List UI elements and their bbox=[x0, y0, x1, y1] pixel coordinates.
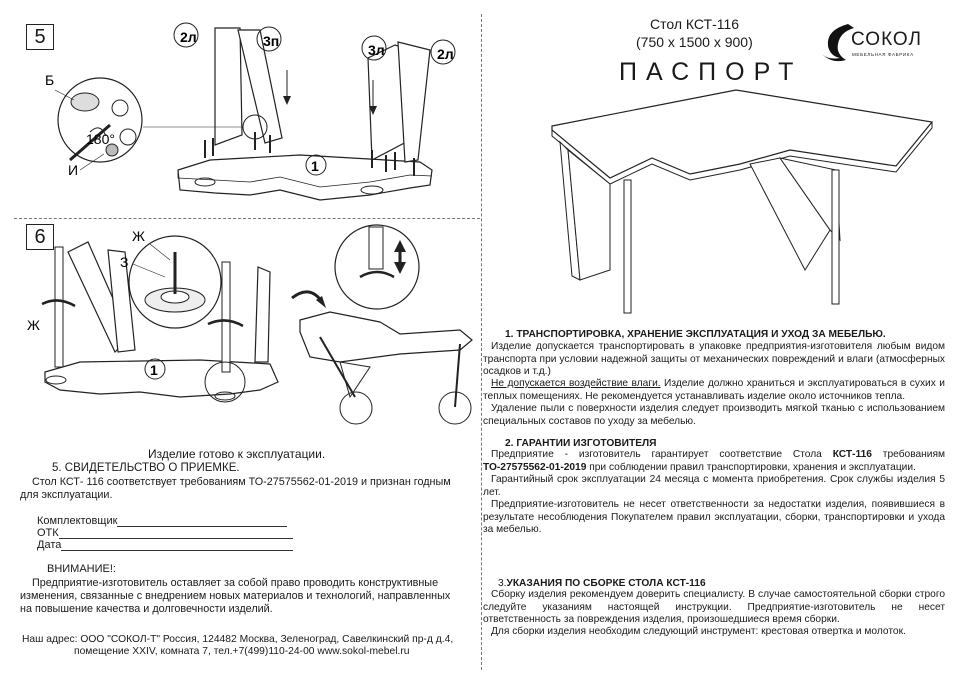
step-5-number: 5 bbox=[26, 24, 54, 50]
label-part-3l: 3л bbox=[368, 42, 385, 58]
address-line-1: Наш адрес: ООО "СОКОЛ-Т" Россия, 124482 Москва, Зеленоград, Савелкинский пр-д д.4, bbox=[22, 634, 454, 645]
logo-name: СОКОЛ bbox=[851, 29, 922, 50]
cert-line-1: Стол КСТ- 116 соответствует требованиям ТО-27575562-01-2019 и признан годным bbox=[32, 476, 451, 488]
product-name: Стол КСТ-116 bbox=[650, 16, 740, 32]
ready-text: Изделие готово к эксплуатации. bbox=[148, 447, 326, 461]
section-2-para-3: Предприятие-изготовитель не несет ответственности за недостатки изделия, появившиеся в результате несоблюдения Покупателем правил эксплуатации, сборки, транспортировки и ухода за мебелью. bbox=[483, 499, 945, 535]
label-part-1: 1 bbox=[311, 158, 319, 174]
desk-illustration bbox=[540, 80, 940, 320]
section-2-title: 2. ГАРАНТИИ ИЗГОТОВИТЕЛЯ bbox=[505, 438, 657, 449]
field-date: Дата bbox=[37, 539, 293, 551]
label-part-2l: 2л bbox=[180, 29, 197, 45]
logo-subtitle: МЕБЕЛЬНАЯ ФАБРИКА bbox=[852, 52, 914, 57]
address-line-2: помещение XXIV, комната 7, тел.+7(499)110-24-00 www.sokol-mebel.ru bbox=[74, 646, 410, 657]
label-b: Б bbox=[45, 72, 55, 88]
vertical-fold-line bbox=[481, 14, 482, 670]
label-angle: 180° bbox=[86, 131, 115, 147]
label-zh-top: Ж bbox=[132, 228, 145, 244]
field-otk: ОТК bbox=[37, 527, 293, 539]
section-1-title: 1. ТРАНСПОРТИРОВКА, ХРАНЕНИЕ ЭКСПЛУАТАЦИЯ И УХОД ЗА МЕБЕЛЬЮ. bbox=[505, 329, 886, 340]
cert-title: 5. СВИДЕТЕЛЬСТВО О ПРИЕМКЕ. bbox=[52, 462, 240, 474]
product-dimensions: (750 x 1500 x 900) bbox=[636, 34, 753, 50]
field-kit: Комплектовщик bbox=[37, 515, 287, 527]
step-6-illustration bbox=[0, 222, 480, 442]
section-2-para-1: Предприятие - изготовитель гарантирует соответствие Стола КСТ-116 требованиям ТО-27575562-01-2019 при соблюдении правил транспортировки, хранения и эксплуатации. bbox=[483, 449, 945, 473]
label-part-2l-right: 2л bbox=[437, 46, 454, 62]
label-z: З bbox=[120, 254, 129, 270]
passport-title: ПАСПОРТ bbox=[619, 58, 803, 86]
section-1-para-1: Изделие допускается транспортировать в упаковке предприятия-изготовителя любым видом транспорта при условии надежной защиты от механических повреждений и влаги (атмосферных осадков и т.д.) bbox=[483, 341, 945, 377]
section-3-para-2: Для сборки изделия необходим следующий инструмент: крестовая отвертка и молоток. bbox=[491, 626, 906, 637]
section-2-para-2: Гарантийный срок эксплуатации 24 месяца с момента приобретения. Срок службы изделия 5 лет. bbox=[483, 474, 945, 498]
cert-line-2: для эксплуатации. bbox=[20, 489, 113, 501]
section-3-para-1: Сборку изделия рекомендуем доверить специалисту. В случае самостоятельной сборки строго следуйте указаниям настоящей инструкции. Предприятие-изготовитель не несет ответственность за повреждения изделия, произошедшиеся время сборки. bbox=[483, 589, 945, 625]
horizontal-fold-line bbox=[14, 218, 480, 219]
attention-line-3: на повышение качества и долговечности изделий. bbox=[20, 603, 273, 615]
label-part-1: 1 bbox=[150, 362, 158, 378]
attention-line-1: Предприятие-изготовитель оставляет за собой право проводить конструктивные bbox=[32, 577, 439, 589]
section-1-para-3: Удаление пыли с поверхности изделия следует производить мягкой тканью с использованием специальных составов по уходу за мебелью. bbox=[483, 403, 945, 427]
label-i: И bbox=[68, 162, 79, 178]
step-5-illustration bbox=[0, 10, 480, 210]
section-1-para-2: Не допускается воздействие влаги. Изделие должно храниться и эксплуатироваться в сухих и теплых помещениях. Не рекомендуется устанавливать изделие около источников тепла. bbox=[483, 378, 945, 402]
section-3-title: 3.УКАЗАНИЯ ПО СБОРКЕ СТОЛА КСТ-116 bbox=[498, 578, 706, 589]
label-part-3p: 3п bbox=[263, 33, 280, 49]
step-6-number: 6 bbox=[26, 224, 54, 250]
attention-title: ВНИМАНИЕ!: bbox=[47, 563, 116, 575]
attention-line-2: изменения, связанные с внедрением новых материалов и технологий, направленных bbox=[20, 590, 451, 602]
label-zh-left: Ж bbox=[27, 317, 40, 333]
